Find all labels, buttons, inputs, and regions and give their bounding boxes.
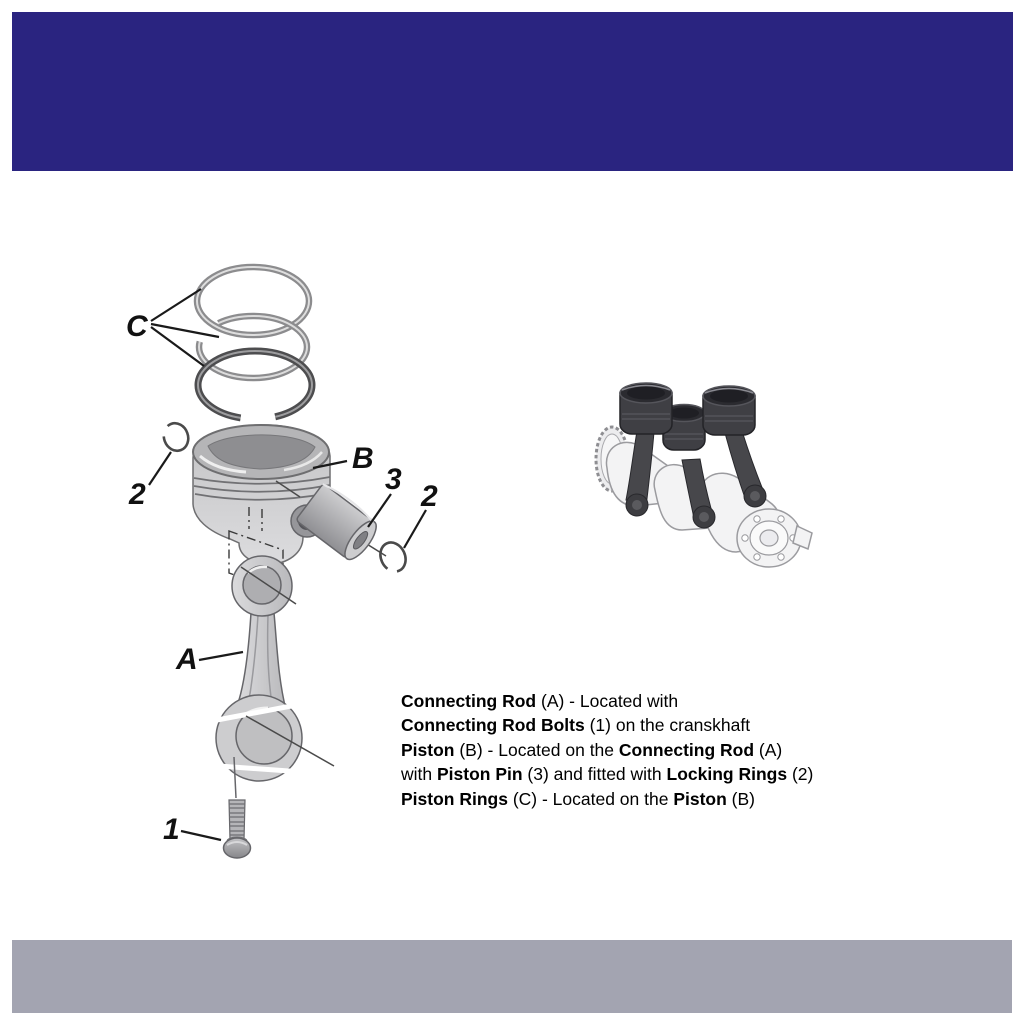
description-line: Piston Rings (C) - Located on the Piston (B) [401, 788, 756, 809]
piston-label: B [352, 442, 374, 475]
assembled-piston-left [620, 383, 672, 434]
label-locking-ring-right [404, 480, 438, 548]
piston-illustration [193, 425, 330, 564]
crankshaft-assembly-illustration [596, 383, 812, 567]
piston-pin-label: 3 [385, 463, 402, 496]
connecting-rod-illustration [216, 556, 334, 781]
piston-rings-illustration [197, 267, 312, 419]
label-locking-ring-left [128, 452, 171, 511]
locking-ring-right-label: 2 [421, 480, 438, 513]
description-line: with Piston Pin (3) and fitted with Locking Rings (2) [401, 764, 814, 785]
assembled-piston-right [703, 386, 755, 435]
rod-bolt-label: 1 [163, 813, 180, 846]
description-line: Piston (B) - Located on the Connecting Rod (A) [401, 739, 783, 760]
locking-ring-left [160, 420, 192, 455]
description-line: Connecting Rod (A) - Located with [401, 691, 679, 711]
label-rod-bolt [163, 813, 221, 846]
connecting-rod-label: A [176, 643, 198, 676]
piston-rings-label: C [126, 310, 148, 343]
locking-ring-left-label: 2 [129, 478, 146, 511]
label-piston-rings [126, 289, 219, 366]
label-connecting-rod [175, 643, 243, 676]
description-block [401, 689, 891, 811]
locking-ring-right [376, 538, 410, 575]
description-line: Connecting Rod Bolts (1) on the cranskhaft [401, 715, 751, 736]
